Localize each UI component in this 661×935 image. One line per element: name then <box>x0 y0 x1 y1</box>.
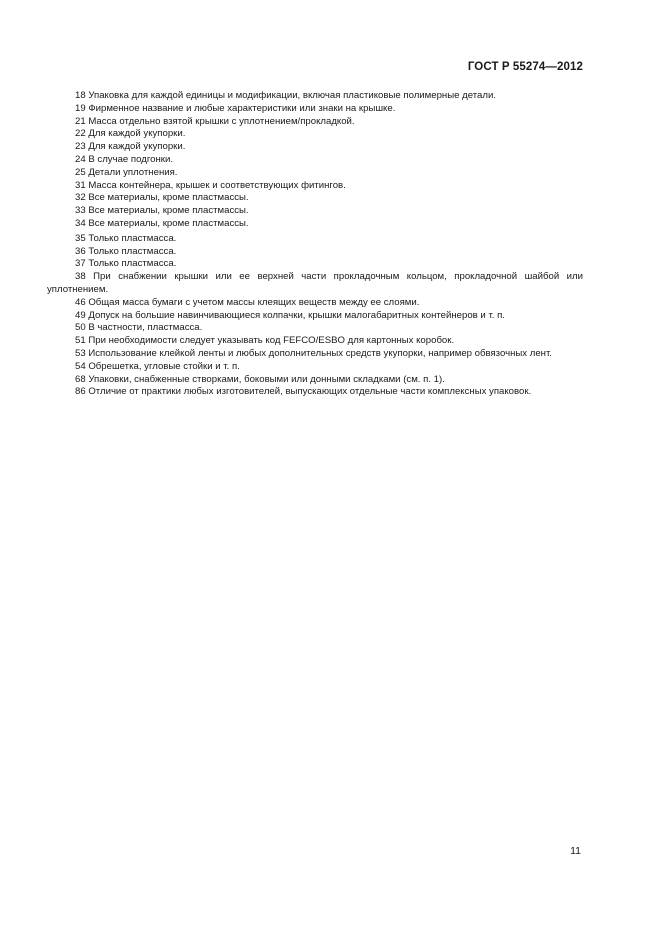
note-item: 51 При необходимости следует указывать код FEFCO/ESBO для картонных коробок. <box>75 335 455 347</box>
note-item: 22 Для каждой укупорки. <box>75 128 186 140</box>
note-item: 36 Только пластмасса. <box>75 245 177 257</box>
note-item: 25 Детали уплотнения. <box>75 166 178 178</box>
note-item: 19 Фирменное название и любые характеристики или знаки на крышке. <box>75 102 396 114</box>
note-item: 68 Упаковки, снабженные створками, боковыми или донными складками (см. п. 1). <box>75 373 445 385</box>
notes-list <box>47 90 583 399</box>
note-item: 18 Упаковка для каждой единицы и модификации, включая пластиковые полимерные детали. <box>75 90 496 101</box>
note-item: 37 Только пластмасса. <box>75 258 177 270</box>
note-item: 86 Отличие от практики любых изготовителей, выпускающих отдельные части комплексных упаковок. <box>75 386 532 398</box>
note-item: 49 Допуск на большие навинчивающиеся колпачки, крышки малогабаритных контейнеров и т. п. <box>75 309 505 321</box>
note-item: 31 Масса контейнера, крышек и соответствующих фитингов. <box>75 179 346 191</box>
note-item: 35 Только пластмасса. <box>75 232 177 244</box>
note-item: 24 В случае подгонки. <box>75 153 173 165</box>
note-item: 21 Масса отдельно взятой крышки с уплотнением/прокладкой. <box>75 115 355 127</box>
note-item: 34 Все материалы, кроме пластмассы. <box>75 217 249 229</box>
page-number: 11 <box>570 845 581 857</box>
note-item: 54 Обрешетка, угловые стойки и т. п. <box>75 360 240 372</box>
note-item: 46 Общая масса бумаги с учетом массы клеящих веществ между ее слоями. <box>75 296 420 308</box>
note-item: 50 В частности, пластмасса. <box>75 322 203 334</box>
note-item: 33 Все материалы, кроме пластмассы. <box>75 205 249 217</box>
standard-code-header: ГОСТ Р 55274—2012 <box>467 61 583 73</box>
note-item: 53 Использование клейкой ленты и любых дополнительных средств укупорки, например обвязочных лент. <box>75 347 552 359</box>
note-item: 23 Для каждой укупорки. <box>75 141 186 153</box>
note-item: 32 Все материалы, кроме пластмассы. <box>75 192 249 204</box>
note-item: 38 При снабжении крышки или ее верхней части прокладочным кольцом, прокладочной шайбой или уплотнением. <box>47 271 583 295</box>
